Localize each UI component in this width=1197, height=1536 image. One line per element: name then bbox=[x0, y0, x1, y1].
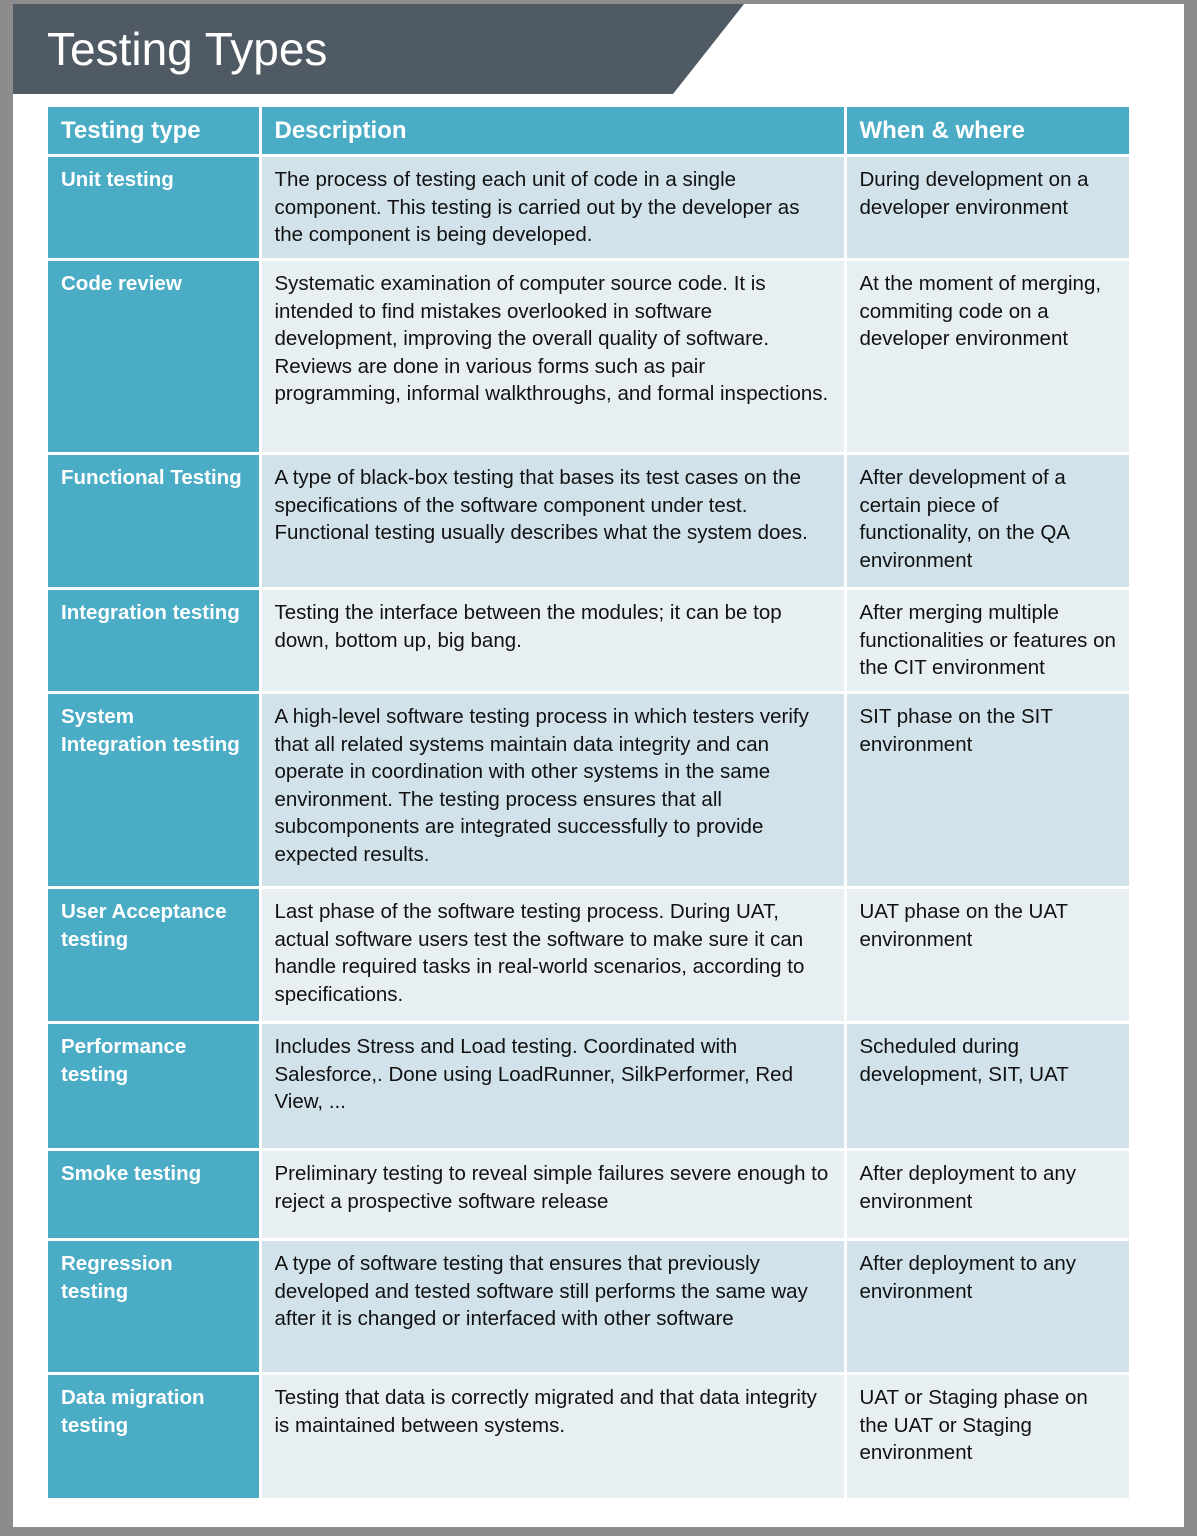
testing-type-cell: User Acceptance testing bbox=[48, 888, 260, 1023]
testing-type-cell: Smoke testing bbox=[48, 1150, 260, 1240]
testing-type-cell: Unit testing bbox=[48, 156, 260, 260]
column-header-description: Description bbox=[260, 107, 845, 156]
testing-type-cell: Integration testing bbox=[48, 589, 260, 693]
table-row bbox=[48, 260, 1129, 454]
when-where-cell: After deployment to any environment bbox=[845, 1240, 1129, 1374]
when-where-cell: UAT or Staging phase on the UAT or Staging environment bbox=[845, 1374, 1129, 1498]
testing-type-cell: Functional Testing bbox=[48, 454, 260, 589]
when-where-cell: At the moment of merging, commiting code on a developer environment bbox=[845, 260, 1129, 454]
testing-type-cell: Code review bbox=[48, 260, 260, 454]
when-where-cell: After merging multiple functionalities or features on the CIT environment bbox=[845, 589, 1129, 693]
page-title: Testing Types bbox=[47, 23, 328, 75]
when-where-cell: UAT phase on the UAT environment bbox=[845, 888, 1129, 1023]
description-cell: A type of software testing that ensures that previously developed and tested software still performs the same way after it is changed or interfaced with other software bbox=[260, 1240, 845, 1374]
column-header-testing-type: Testing type bbox=[48, 107, 260, 156]
table-row bbox=[48, 1023, 1129, 1150]
description-cell: The process of testing each unit of code in a single component. This testing is carried out by the developer as the component is being developed. bbox=[260, 156, 845, 260]
when-where-cell: During development on a developer environment bbox=[845, 156, 1129, 260]
table-row bbox=[48, 1150, 1129, 1240]
testing-type-cell: Regression testing bbox=[48, 1240, 260, 1374]
description-cell: A high-level software testing process in which testers verify that all related systems maintain data integrity and can operate in coordination with other systems in the same environment. The testing process ensures that all subcomponents are integrated successfully to provide expected results. bbox=[260, 693, 845, 888]
table-row bbox=[48, 454, 1129, 589]
testing-types-table bbox=[48, 107, 1129, 1498]
document-page bbox=[13, 4, 1184, 1527]
when-where-cell: SIT phase on the SIT environment bbox=[845, 693, 1129, 888]
when-where-cell: After development of a certain piece of functionality, on the QA environment bbox=[845, 454, 1129, 589]
table-row bbox=[48, 693, 1129, 888]
when-where-cell: After deployment to any environment bbox=[845, 1150, 1129, 1240]
testing-type-cell: Performance testing bbox=[48, 1023, 260, 1150]
table-row bbox=[48, 1240, 1129, 1374]
description-cell: Includes Stress and Load testing. Coordinated with Salesforce,. Done using LoadRunner, SilkPerformer, Red View, ... bbox=[260, 1023, 845, 1150]
description-cell: Systematic examination of computer source code. It is intended to find mistakes overlooked in software development, improving the overall quality of software. Reviews are done in various forms such as pair programming, informal walkthroughs, and formal inspections. bbox=[260, 260, 845, 454]
table-row bbox=[48, 156, 1129, 260]
table-row bbox=[48, 589, 1129, 693]
column-header-when-where: When & where bbox=[845, 107, 1129, 156]
table-row bbox=[48, 1374, 1129, 1498]
description-cell: Last phase of the software testing process. During UAT, actual software users test the software to make sure it can handle required tasks in real-world scenarios, according to specifications. bbox=[260, 888, 845, 1023]
testing-type-cell: Data migration testing bbox=[48, 1374, 260, 1498]
description-cell: Testing that data is correctly migrated and that data integrity is maintained between systems. bbox=[260, 1374, 845, 1498]
table-header-row bbox=[48, 107, 1129, 156]
description-cell: Preliminary testing to reveal simple failures severe enough to reject a prospective software release bbox=[260, 1150, 845, 1240]
when-where-cell: Scheduled during development, SIT, UAT bbox=[845, 1023, 1129, 1150]
description-cell: A type of black-box testing that bases its test cases on the specifications of the software component under test. Functional testing usually describes what the system does. bbox=[260, 454, 845, 589]
table-row bbox=[48, 888, 1129, 1023]
description-cell: Testing the interface between the modules; it can be top down, bottom up, big bang. bbox=[260, 589, 845, 693]
testing-type-cell: System Integration testing bbox=[48, 693, 260, 888]
